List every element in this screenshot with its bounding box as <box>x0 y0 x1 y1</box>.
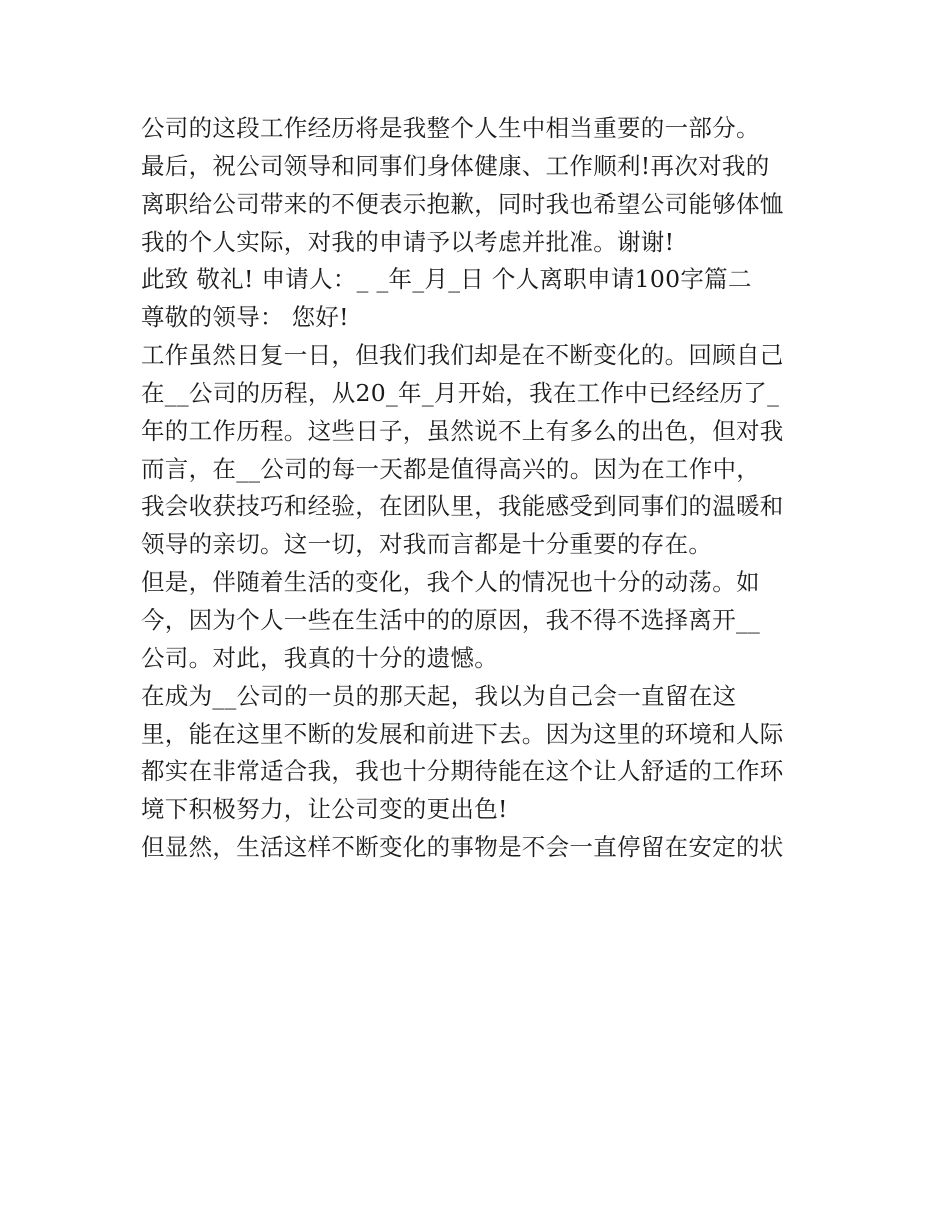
text-line: 领导的亲切。这一切，对我而言都是十分重要的存在。 <box>141 530 713 559</box>
text-line: 里，能在这里不断的发展和前进下去。因为这里的环境和人际 <box>141 719 784 748</box>
text-line: 公司的这段工作经历将是我整个人生中相当重要的一部分。 <box>141 114 760 142</box>
text-line: 而言，在__公司的每一天都是值得高兴的。因为在工作中， <box>141 454 761 483</box>
text-line: 离职给公司带来的不便表示抱歉，同时我也希望公司能够体恤 <box>141 189 784 218</box>
text-line: 公司。对此，我真的十分的遗憾。 <box>141 643 498 672</box>
text-line: 我的个人实际，对我的申请予以考虑并批准。谢谢! <box>141 227 675 256</box>
text-line: 最后，祝公司领导和同事们身体健康、工作顺利!再次对我的 <box>141 151 770 180</box>
text-line: 但显然，生活这样不断变化的事物是不会一直停留在安定的状 <box>141 833 784 862</box>
text-line: 都实在非常适合我，我也十分期待能在这个让人舒适的工作环 <box>141 757 784 786</box>
text-line: 此致 敬礼! 申请人：_ _年_月_日 个人离职申请100字篇二 <box>141 265 752 294</box>
text-line: 我会收获技巧和经验，在团队里，我能感受到同事们的温暖和 <box>141 492 784 521</box>
text-line: 工作虽然日复一日，但我们我们却是在不断变化的。回顾自己 <box>141 341 784 370</box>
text-line: 尊敬的领导： 您好! <box>141 303 349 332</box>
text-line: 境下积极努力，让公司变的更出色! <box>141 795 508 824</box>
text-line: 但是，伴随着生活的变化，我个人的情况也十分的动荡。如 <box>141 568 760 597</box>
text-line: 在成为__公司的一员的那天起，我以为自己会一直留在这 <box>141 681 737 710</box>
text-line: 年的工作历程。这些日子，虽然说不上有多么的出色，但对我 <box>141 416 784 445</box>
text-line: 在__公司的历程，从20_年_月开始，我在工作中已经经历了_ <box>141 378 780 407</box>
text-line: 今，因为个人一些在生活中的的原因，我不得不选择离开__ <box>141 605 761 634</box>
document-body <box>141 110 821 867</box>
